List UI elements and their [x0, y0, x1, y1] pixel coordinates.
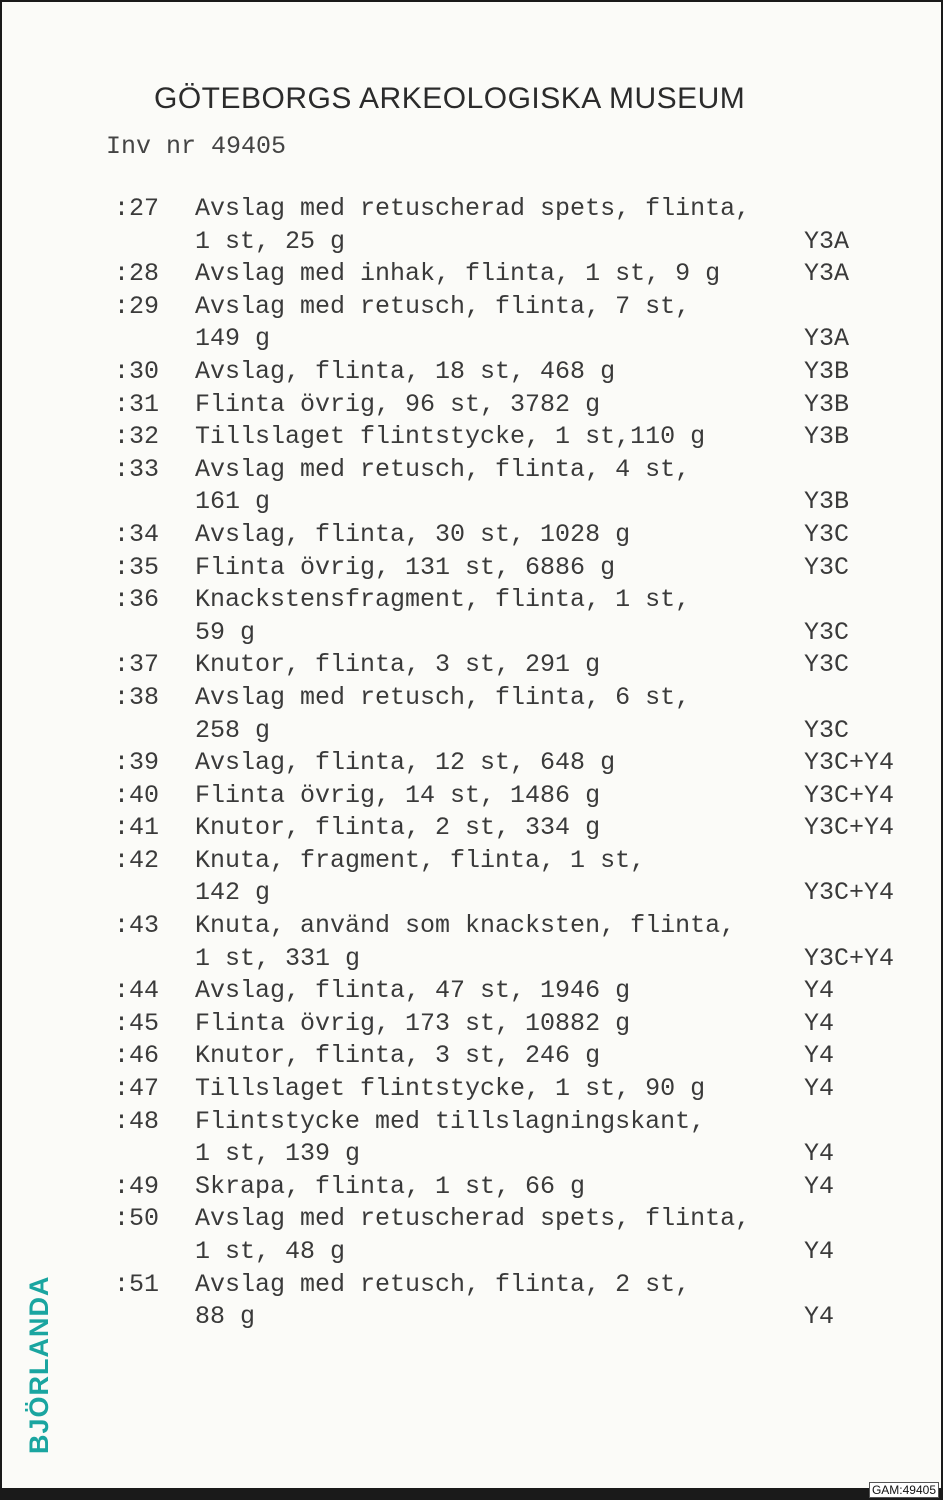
catalog-line [2, 683, 941, 716]
entry-description: 88 g [195, 1302, 256, 1332]
entry-location: Y3C [804, 552, 850, 582]
entry-number: :30 [114, 356, 160, 386]
entry-location: Y4 [804, 976, 835, 1006]
entry-description: Flinta övrig, 131 st, 6886 g [195, 552, 616, 582]
entry-location: Y4 [804, 1302, 835, 1332]
entry-number: :51 [114, 1269, 160, 1299]
entry-location: Y3A [804, 259, 850, 289]
entry-description: Avslag med retusch, flinta, 6 st, [195, 682, 691, 712]
catalog-line [2, 1139, 941, 1172]
entry-description: 1 st, 25 g [195, 226, 346, 256]
entry-number: :37 [114, 650, 160, 680]
entry-description: Flinta övrig, 14 st, 1486 g [195, 780, 601, 810]
entry-location: Y4 [804, 1171, 835, 1201]
entry-location: Y3C+Y4 [804, 943, 895, 973]
entry-description: Avslag med retusch, flinta, 2 st, [195, 1269, 691, 1299]
entry-list [2, 194, 941, 1335]
catalog-line [2, 650, 941, 683]
entry-description: Flintstycke med tillslagningskant, [195, 1106, 706, 1136]
catalog-line [2, 487, 941, 520]
entry-description: Avslag med retusch, flinta, 4 st, [195, 454, 691, 484]
entry-description: Knuta, fragment, flinta, 1 st, [195, 845, 646, 875]
catalog-line [2, 878, 941, 911]
entry-description: 161 g [195, 487, 271, 517]
catalog-line [2, 553, 941, 586]
catalog-line [2, 1270, 941, 1303]
entry-location: Y3C [804, 617, 850, 647]
entry-description: Flinta övrig, 96 st, 3782 g [195, 389, 601, 419]
entry-description: 142 g [195, 878, 271, 908]
catalog-line [2, 846, 941, 879]
entry-description: 258 g [195, 715, 271, 745]
entry-location: Y3C [804, 519, 850, 549]
catalog-line [2, 1107, 941, 1140]
entry-location: Y3C [804, 650, 850, 680]
entry-number: :28 [114, 259, 160, 289]
entry-location: Y3B [804, 422, 850, 452]
catalog-line [2, 1074, 941, 1107]
catalog-line [2, 324, 941, 357]
catalog-line [2, 227, 941, 260]
entry-description: Tillslaget flintstycke, 1 st,110 g [195, 422, 706, 452]
entry-description: Knuta, använd som knacksten, flinta, [195, 911, 736, 941]
entry-number: :50 [114, 1204, 160, 1234]
museum-header: GÖTEBORGS ARKEOLOGISKA MUSEUM [154, 82, 746, 115]
catalog-line [2, 1302, 941, 1335]
entry-number: :45 [114, 1008, 160, 1038]
catalog-line [2, 292, 941, 325]
catalog-line [2, 194, 941, 227]
entry-number: :35 [114, 552, 160, 582]
entry-location: Y3C+Y4 [804, 780, 895, 810]
catalog-line [2, 455, 941, 488]
catalog-line [2, 781, 941, 814]
entry-location: Y3B [804, 389, 850, 419]
catalog-line [2, 1172, 941, 1205]
entry-description: Skrapa, flinta, 1 st, 66 g [195, 1171, 586, 1201]
entry-description: 1 st, 139 g [195, 1139, 361, 1169]
catalog-line [2, 390, 941, 423]
catalog-line [2, 585, 941, 618]
catalog-line [2, 748, 941, 781]
entry-description: Tillslaget flintstycke, 1 st, 90 g [195, 1074, 706, 1104]
catalog-line [2, 422, 941, 455]
entry-description: Avslag med retusch, flinta, 7 st, [195, 291, 691, 321]
site-label: BJÖRLANDA [24, 1275, 54, 1454]
entry-number: :48 [114, 1106, 160, 1136]
entry-number: :39 [114, 748, 160, 778]
entry-description: Avslag, flinta, 30 st, 1028 g [195, 519, 631, 549]
catalog-line [2, 520, 941, 553]
entry-description: 59 g [195, 617, 256, 647]
entry-location: Y3A [804, 324, 850, 354]
entry-description: Knutor, flinta, 2 st, 334 g [195, 813, 601, 843]
entry-description: 149 g [195, 324, 271, 354]
entry-number: :33 [114, 454, 160, 484]
catalog-line [2, 813, 941, 846]
catalog-line [2, 618, 941, 651]
entry-location: Y3C+Y4 [804, 878, 895, 908]
entry-description: 1 st, 48 g [195, 1237, 346, 1266]
catalog-line [2, 911, 941, 944]
entry-number: :38 [114, 682, 160, 712]
entry-location: Y4 [804, 1139, 835, 1169]
catalog-line [2, 1041, 941, 1074]
entry-location: Y3C+Y4 [804, 748, 895, 778]
entry-location: Y3C [804, 715, 850, 745]
entry-location: Y3A [804, 226, 850, 256]
catalog-line [2, 944, 941, 977]
entry-description: Avslag, flinta, 18 st, 468 g [195, 356, 616, 386]
entry-location: Y3C+Y4 [804, 813, 895, 843]
entry-location: Y4 [804, 1237, 835, 1266]
entry-number: :27 [114, 194, 160, 223]
entry-description: Knackstensfragment, flinta, 1 st, [195, 585, 691, 615]
inventory-number: Inv nr 49405 [106, 132, 287, 161]
entry-description: Knutor, flinta, 3 st, 246 g [195, 1041, 601, 1071]
entry-description: Avslag med retuscherad spets, flinta, [195, 194, 751, 223]
catalog-line [2, 357, 941, 390]
catalog-line [2, 259, 941, 292]
archive-stamp: GAM:49405 [869, 1482, 939, 1498]
entry-number: :42 [114, 845, 160, 875]
entry-number: :44 [114, 976, 160, 1006]
entry-description: Knutor, flinta, 3 st, 291 g [195, 650, 601, 680]
catalog-card [2, 2, 941, 1488]
catalog-line [2, 1204, 941, 1237]
entry-description: Flinta övrig, 173 st, 10882 g [195, 1008, 631, 1038]
entry-location: Y3B [804, 487, 850, 517]
entry-number: :40 [114, 780, 160, 810]
entry-number: :31 [114, 389, 160, 419]
entry-description: Avslag, flinta, 12 st, 648 g [195, 748, 616, 778]
catalog-line [2, 1237, 941, 1270]
entry-description: Avslag, flinta, 47 st, 1946 g [195, 976, 631, 1006]
entry-number: :36 [114, 585, 160, 615]
entry-description: 1 st, 331 g [195, 943, 361, 973]
catalog-line [2, 976, 941, 1009]
entry-number: :47 [114, 1074, 160, 1104]
catalog-line [2, 1009, 941, 1042]
entry-description: Avslag med inhak, flinta, 1 st, 9 g [195, 259, 721, 289]
entry-number: :43 [114, 911, 160, 941]
entry-location: Y4 [804, 1008, 835, 1038]
entry-number: :34 [114, 519, 160, 549]
entry-number: :41 [114, 813, 160, 843]
entry-number: :46 [114, 1041, 160, 1071]
entry-location: Y3B [804, 356, 850, 386]
entry-number: :49 [114, 1171, 160, 1201]
entry-number: :29 [114, 291, 160, 321]
entry-number: :32 [114, 422, 160, 452]
entry-location: Y4 [804, 1074, 835, 1104]
entry-description: Avslag med retuscherad spets, flinta, [195, 1204, 751, 1234]
catalog-line [2, 716, 941, 749]
entry-location: Y4 [804, 1041, 835, 1071]
